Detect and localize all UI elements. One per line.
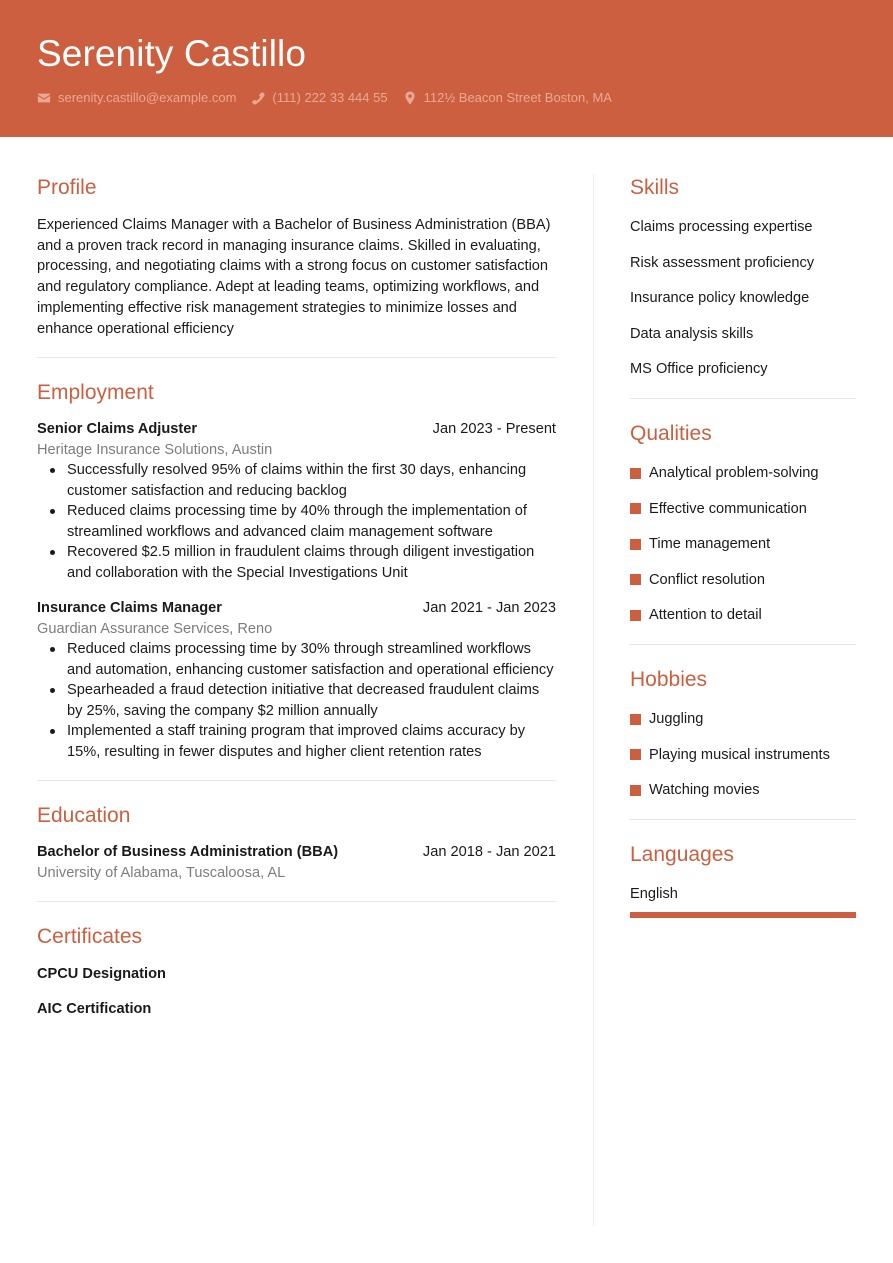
- skill-item: Insurance policy knowledge: [630, 290, 810, 306]
- contact-address: [403, 90, 612, 105]
- job-bullet: Successfully resolved 95% of claims within the first 30 days, enhancing customer satisfaction and reducing backlog: [37, 460, 556, 501]
- email-text: serenity.castillo@example.com: [58, 90, 237, 105]
- section-divider: [630, 819, 856, 820]
- skill-item: Claims processing expertise: [630, 219, 813, 235]
- job-dates: Jan 2023 - Present: [432, 421, 556, 438]
- contact-list: [37, 90, 627, 105]
- profile-section: [37, 175, 556, 358]
- address-text: 112½ Beacon Street Boston, MA: [423, 90, 612, 105]
- language-level-bar: [630, 912, 856, 918]
- hobby-item: [630, 709, 856, 729]
- sidebar-column: [630, 175, 856, 918]
- header-banner: [0, 0, 893, 137]
- profile-heading: Profile: [37, 176, 97, 199]
- job-bullet: Reduced claims processing time by 40% through the implementation of streamlined workflows and advanced claim management software: [37, 501, 556, 542]
- phone-text: (111) 222 33 444 55: [272, 90, 388, 105]
- quality-label: Effective communication: [649, 500, 807, 517]
- contact-phone[interactable]: [251, 90, 387, 105]
- square-bullet-icon: [630, 714, 641, 725]
- qualities-heading: Qualities: [630, 422, 712, 445]
- hobby-label: Watching movies: [649, 782, 760, 798]
- qualities-section: [630, 421, 856, 645]
- phone-icon: [251, 91, 265, 105]
- education-entry: [37, 842, 556, 883]
- quality-item: [630, 605, 856, 625]
- hobby-label: Playing musical instruments: [649, 746, 830, 763]
- hobby-label: Juggling: [649, 711, 704, 727]
- hobbies-heading: Hobbies: [630, 668, 708, 691]
- certificate-item: CPCU Designation: [37, 966, 166, 983]
- education-dates: Jan 2018 - Jan 2021: [422, 844, 556, 861]
- quality-label: Time management: [649, 536, 771, 552]
- employment-section: [37, 380, 556, 781]
- job-entry: [37, 419, 556, 583]
- skill-item: Risk assessment proficiency: [630, 254, 815, 271]
- envelope-icon: [37, 91, 51, 105]
- section-divider: [37, 901, 556, 902]
- languages-section: [630, 842, 856, 918]
- skills-heading: Skills: [630, 176, 680, 199]
- certificate-item: AIC Certification: [37, 1001, 152, 1018]
- languages-heading: Languages: [630, 843, 734, 866]
- job-title: Insurance Claims Manager: [37, 600, 222, 617]
- square-bullet-icon: [630, 574, 641, 585]
- skill-item: MS Office proficiency: [630, 361, 768, 377]
- quality-label: Conflict resolution: [649, 571, 765, 588]
- hobby-item: [630, 745, 856, 765]
- section-divider: [37, 780, 556, 781]
- education-section: [37, 803, 556, 902]
- quality-item: [630, 499, 856, 519]
- candidate-name: Serenity Castillo: [37, 33, 307, 74]
- square-bullet-icon: [630, 610, 641, 621]
- square-bullet-icon: [630, 785, 641, 796]
- job-entry: [37, 598, 556, 762]
- profile-summary: Experienced Claims Manager with a Bachelor of Business Administration (BBA) and a proven track record in managing insurance claims. Skilled in evaluating, processing, and negotiating claims with a strong focus on customer satisfaction and regulatory compliance. Adept at leading teams, optimizing workflows, and implementing effective risk management strategies to minimize losses and enhance operational efficiency: [37, 217, 551, 337]
- job-bullets: [37, 639, 556, 762]
- job-dates: Jan 2021 - Jan 2023: [422, 600, 556, 617]
- quality-label: Analytical problem-solving: [649, 465, 819, 481]
- job-bullet: Spearheaded a fraud detection initiative that decreased fraudulent claims by 25%, saving the company $2 million annually: [37, 680, 556, 721]
- quality-item: [630, 570, 856, 590]
- skill-item: Data analysis skills: [630, 325, 754, 342]
- certificates-section: [37, 924, 556, 1019]
- quality-label: Attention to detail: [649, 607, 762, 623]
- job-bullet: Implemented a staff training program that improved claims accuracy by 15%, resulting in fewer disputes and higher client retention rates: [37, 721, 556, 762]
- quality-item: [630, 534, 856, 554]
- job-bullets: [37, 460, 556, 583]
- section-divider: [630, 644, 856, 645]
- job-bullet: Recovered $2.5 million in fraudulent claims through diligent investigation and collaboration with the Special Investigations Unit: [37, 542, 556, 583]
- contact-email[interactable]: [37, 90, 236, 105]
- language-name: English: [630, 886, 678, 902]
- job-bullet: Reduced claims processing time by 30% through streamlined workflows and automation, enhancing customer satisfaction and operational efficiency: [37, 639, 556, 680]
- education-heading: Education: [37, 804, 131, 828]
- square-bullet-icon: [630, 503, 641, 514]
- square-bullet-icon: [630, 749, 641, 760]
- section-divider: [37, 357, 556, 358]
- square-bullet-icon: [630, 468, 641, 479]
- degree: Bachelor of Business Administration (BBA): [37, 844, 339, 861]
- hobbies-section: [630, 667, 856, 820]
- language-level-fill: [630, 912, 856, 918]
- hobby-item: [630, 780, 856, 800]
- employment-heading: Employment: [37, 381, 154, 405]
- section-divider: [630, 398, 856, 399]
- square-bullet-icon: [630, 539, 641, 550]
- quality-item: [630, 463, 856, 483]
- certificates-heading: Certificates: [37, 925, 143, 949]
- job-company: Guardian Assurance Services, Reno: [37, 620, 273, 637]
- job-company: Heritage Insurance Solutions, Austin: [37, 441, 273, 458]
- map-marker-icon: [403, 91, 417, 105]
- school: University of Alabama, Tuscaloosa, AL: [37, 864, 286, 881]
- main-column: [37, 175, 556, 1019]
- job-title: Senior Claims Adjuster: [37, 421, 198, 438]
- column-divider: [593, 175, 594, 1225]
- skills-section: [630, 175, 856, 399]
